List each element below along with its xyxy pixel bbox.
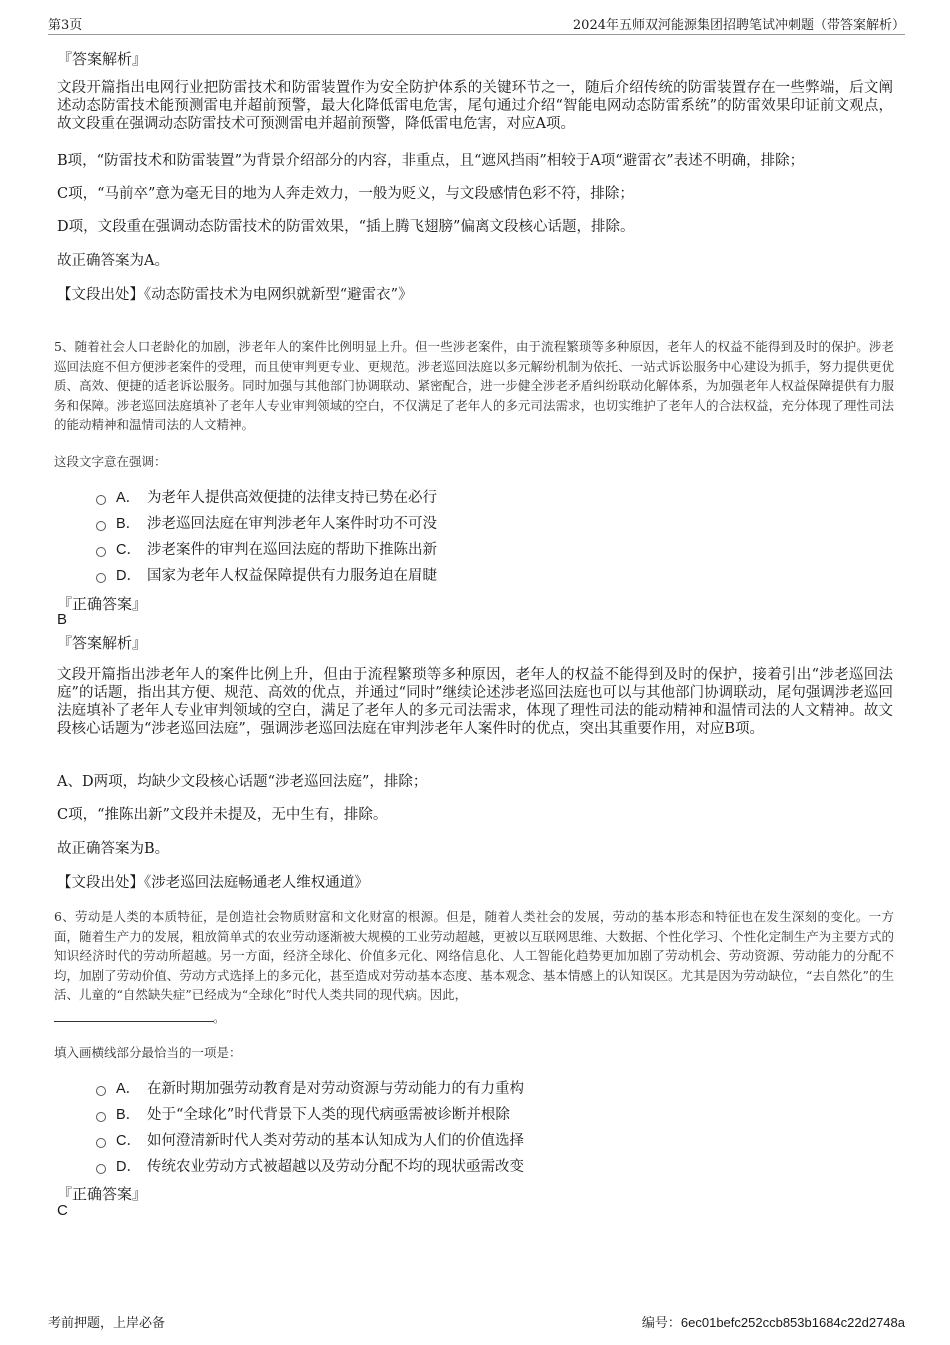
q4-source: 【文段出处】《动态防雷技术为电网织就新型“避雷衣”》: [57, 287, 413, 303]
q6-option-c[interactable]: C． 如何澄清新时代人类对劳动的基本认知成为人们的价值选择: [96, 1129, 524, 1150]
fill-blank-line: [54, 1013, 214, 1022]
q6-option-d[interactable]: D． 传统农业劳动方式被超越以及劳动分配不均的现状亟需改变: [96, 1155, 524, 1176]
q5-answer-label: 『正确答案』: [57, 595, 148, 613]
q5-option-b[interactable]: B． 涉老巡回法庭在审判涉老年人案件时功不可没: [96, 512, 437, 533]
q4-analysis-label: 『答案解析』: [57, 50, 148, 68]
q5-option-a[interactable]: A． 为老年人提供高效便捷的法律支持已势在必行: [96, 486, 437, 507]
q6-answer-label: 『正确答案』: [57, 1185, 148, 1203]
radio-icon[interactable]: [96, 521, 106, 531]
q6-answer: C: [57, 1202, 68, 1219]
q5-conclusion: 故正确答案为B。: [57, 841, 170, 857]
q5-analysis-label: 『答案解析』: [57, 634, 148, 652]
footer-slogan: 考前押题，上岸必备: [48, 1316, 166, 1331]
q4-option-b-analysis: B项，“防雷技术和防雷装置”为背景介绍部分的内容，非重点，且“遮风挡雨”相较于A项“避雷衣”表述不明确，排除；: [57, 153, 805, 169]
q5-option-d[interactable]: D． 国家为老年人权益保障提供有力服务迫在眉睫: [96, 564, 437, 585]
q6-prompt: 填入画横线部分最恰当的一项是：: [54, 1045, 242, 1060]
radio-icon[interactable]: [96, 495, 106, 505]
q5-source: 【文段出处】《涉老巡回法庭畅通老人维权通道》: [57, 875, 369, 891]
q5-prompt: 这段文字意在强调：: [54, 454, 167, 469]
radio-icon[interactable]: [96, 1086, 106, 1096]
radio-icon[interactable]: [96, 573, 106, 583]
q5-option-c-analysis: C项，“推陈出新”文段并未提及，无中生有，排除。: [57, 807, 388, 823]
q6-option-a[interactable]: A． 在新时期加强劳动教育是对劳动资源与劳动能力的有力重构: [96, 1077, 524, 1098]
q5-question-text: 5、随着社会人口老龄化的加剧，涉老年人的案件比例明显上升。但一些涉老案件，由于流程繁琐等多种原因，老年人的权益不能得到及时的保护。涉老巡回法庭不但方便涉老案件的受理，而且使审判更专业、更规范。涉老巡回法庭以多元解纷机制为依托、一站式诉讼服务中心建设为抓手，努力提供更优质、高效、便捷的适老诉讼服务。同时加强与其他部门协调联动、紧密配合，进一步健全涉老矛盾纠纷联动化解体系，为加强老年人权益保障提供有力服务和保障。涉老巡回法庭填补了老年人专业审判领域的空白，不仅满足了老年人的多元司法需求，也切实维护了老年人的合法权益，充分体现了理性司法的能动精神和温情司法的人文精神。: [54, 339, 894, 432]
q6-question-text: 6、劳动是人类的本质特征，是创造社会物质财富和文化财富的根源。但是，随着人类社会的发展，劳动的基本形态和特征也在发生深刻的变化。一方面，随着生产力的发展，粗放简单式的农业劳动逐渐被大规模的工业劳动超越，更被以互联网思维、大数据、个性化学习、个性化定制生产为主要方式的知识经济时代的劳动所超越。另一方面，经济全球化、价值多元化、网络信息化、人工智能化趋势更加加剧了劳动机会、劳动资源、劳动能力的分配不均，加剧了劳动价值、劳动方式选择上的多元化，甚至造成对劳动基本态度、基本观念、基本情感上的认知误区。尤其是因为劳动缺位，“去自然化”的生活、儿童的“自然缺失症”已经成为“全球化”时代人类共同的现代病。因此，: [54, 909, 894, 1002]
radio-icon[interactable]: [96, 1138, 106, 1148]
q5-option-c[interactable]: C． 涉老案件的审判在巡回法庭的帮助下推陈出新: [96, 538, 437, 559]
q5-answer: B: [57, 611, 68, 628]
q4-option-d-analysis: D项，文段重在强调动态防雷技术的防雷效果，“插上腾飞翅膀”偏离文段核心话题，排除。: [57, 219, 635, 235]
page-number: 第3页: [48, 18, 83, 33]
document-title: 2024年五师双河能源集团招聘笔试冲刺题（带答案解析）: [572, 18, 905, 33]
fill-blank-end: 。: [213, 1010, 226, 1025]
q5-analysis: 文段开篇指出涉老年人的案件比例上升，但由于流程繁琐等多种原因，老年人的权益不能得到及时的保护，接着引出“涉老巡回法庭”的话题，指出其方便、规范、高效的优点，并通过“同时”继续论述涉老巡回法庭也可以与其他部门协调联动，尾句强调涉老巡回法庭填补了老年人专业审判领域的空白，满足了老年人的多元司法需求，体现了理性司法的能动精神和温情司法的人文精神。故文段核心话题为“涉老巡回法庭”，强调涉老巡回法庭在审判涉老年人案件时的优点，突出其重要作用，对应B项。: [57, 667, 893, 737]
radio-icon[interactable]: [96, 1164, 106, 1174]
page-header: [48, 14, 905, 35]
q4-analysis: 文段开篇指出电网行业把防雷技术和防雷装置作为安全防护体系的关键环节之一，随后介绍传统的防雷装置存在一些弊端，后文阐述动态防雷技术能预测雷电并超前预警，最大化降低雷电危害，尾句通过介绍“智能电网动态防雷系统”的防雷效果印证前文观点，故文段重在强调动态防雷技术可预测雷电并超前预警，降低雷电危害，对应A项。: [57, 80, 893, 132]
q5-option-ad-analysis: A、D两项，均缺少文段核心话题“涉老巡回法庭”，排除；: [57, 774, 428, 790]
footer-code: 编号：6ec01befc252ccb853b1684c22d2748a: [641, 1315, 905, 1331]
q4-conclusion: 故正确答案为A。: [57, 253, 169, 269]
q4-option-c-analysis: C项，“马前卒”意为毫无目的地为人奔走效力，一般为贬义，与文段感情色彩不符，排除；: [57, 186, 634, 202]
radio-icon[interactable]: [96, 547, 106, 557]
q6-option-b[interactable]: B． 处于“全球化”时代背景下人类的现代病亟需被诊断并根除: [96, 1103, 510, 1124]
radio-icon[interactable]: [96, 1112, 106, 1122]
